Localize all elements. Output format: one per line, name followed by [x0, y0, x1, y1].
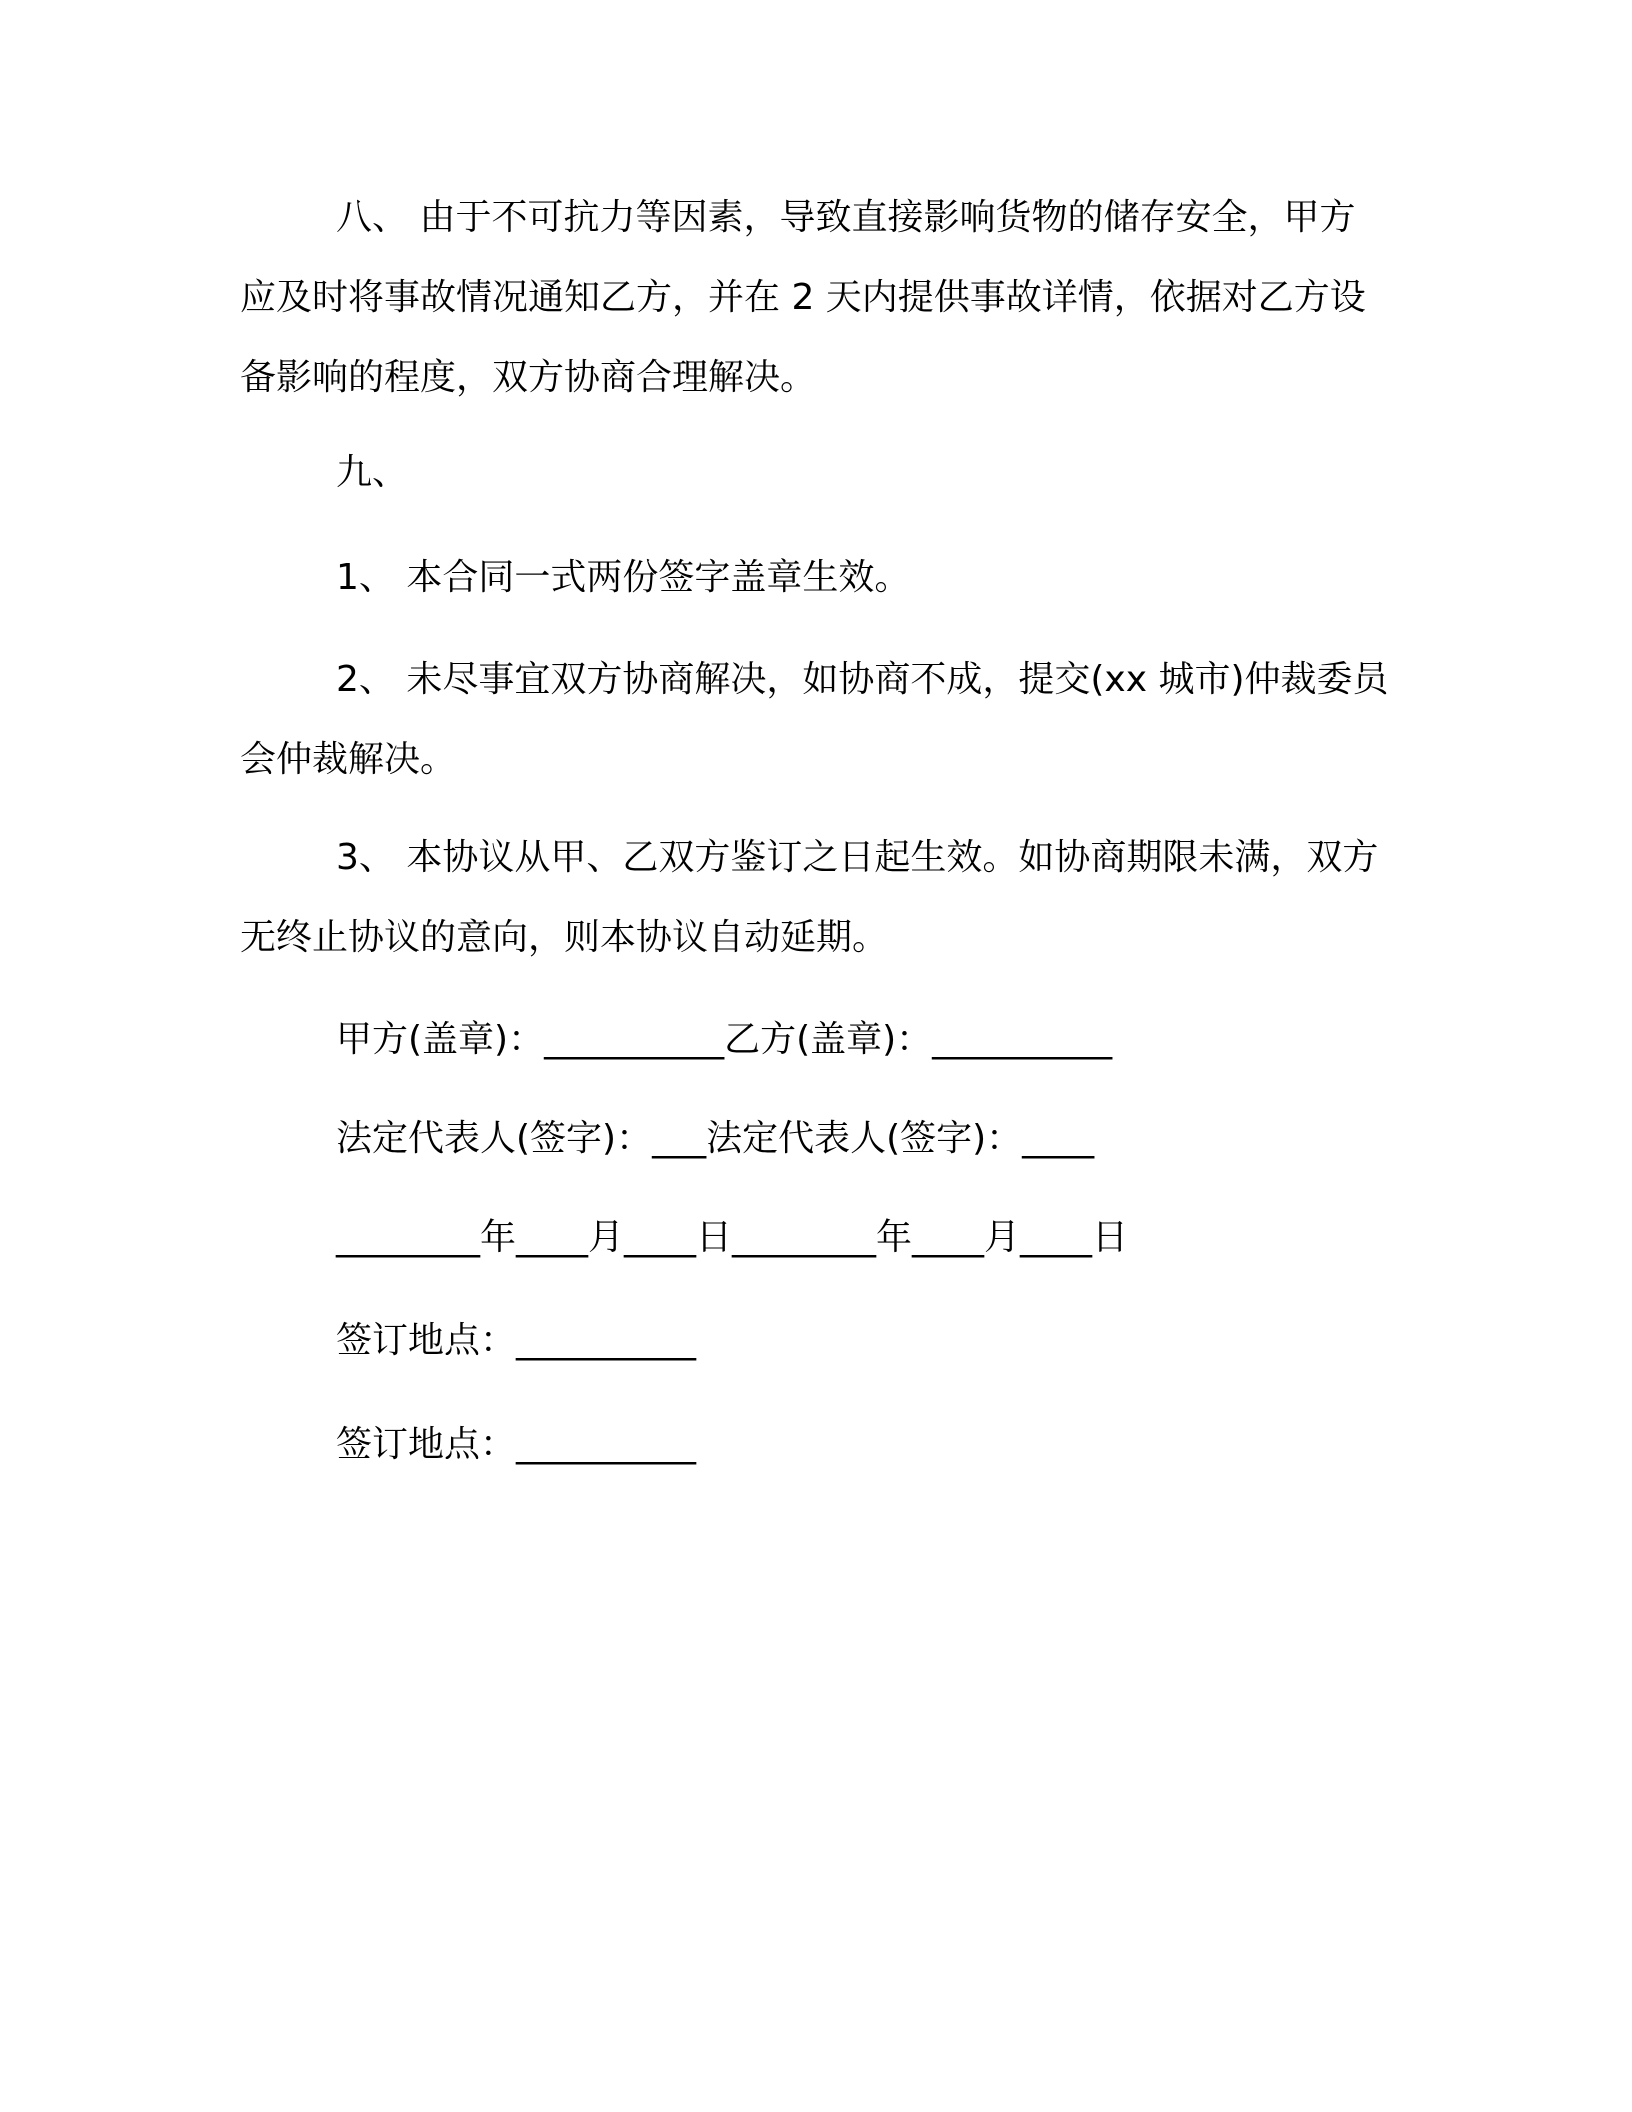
signature-date-line: ________年____月____日________年____月____日	[336, 1217, 1128, 1258]
signature-representative-line: 法定代表人(签字)：___法定代表人(签字)：____	[336, 1118, 1095, 1159]
clause-9-item-2: 2、 未尽事宜双方协商解决，如协商不成，提交(xx 城市)仲裁委员会仲裁解决。	[240, 659, 1389, 780]
clause-9-item-3: 3、 本协议从甲、乙双方鉴订之日起生效。如协商期限未满，双方无终止协议的意向，则本协议自动延期。	[240, 837, 1379, 958]
clause-9-heading: 九、	[336, 452, 409, 493]
signing-place-line-2: 签订地点：__________	[336, 1424, 697, 1465]
clause-9-item-1: 1、 本合同一式两份签字盖章生效。	[336, 557, 911, 598]
signing-place-line-1: 签订地点：__________	[336, 1320, 697, 1361]
signature-party-line: 甲方(盖章)：__________乙方(盖章)：__________	[336, 1019, 1113, 1060]
clause-8-paragraph: 八、 由于不可抗力等因素，导致直接影响货物的储存安全，甲方应及时将事故情况通知乙方，并在 2 天内提供事故详情，依据对乙方设备影响的程度，双方协商合理解决。	[240, 197, 1366, 398]
